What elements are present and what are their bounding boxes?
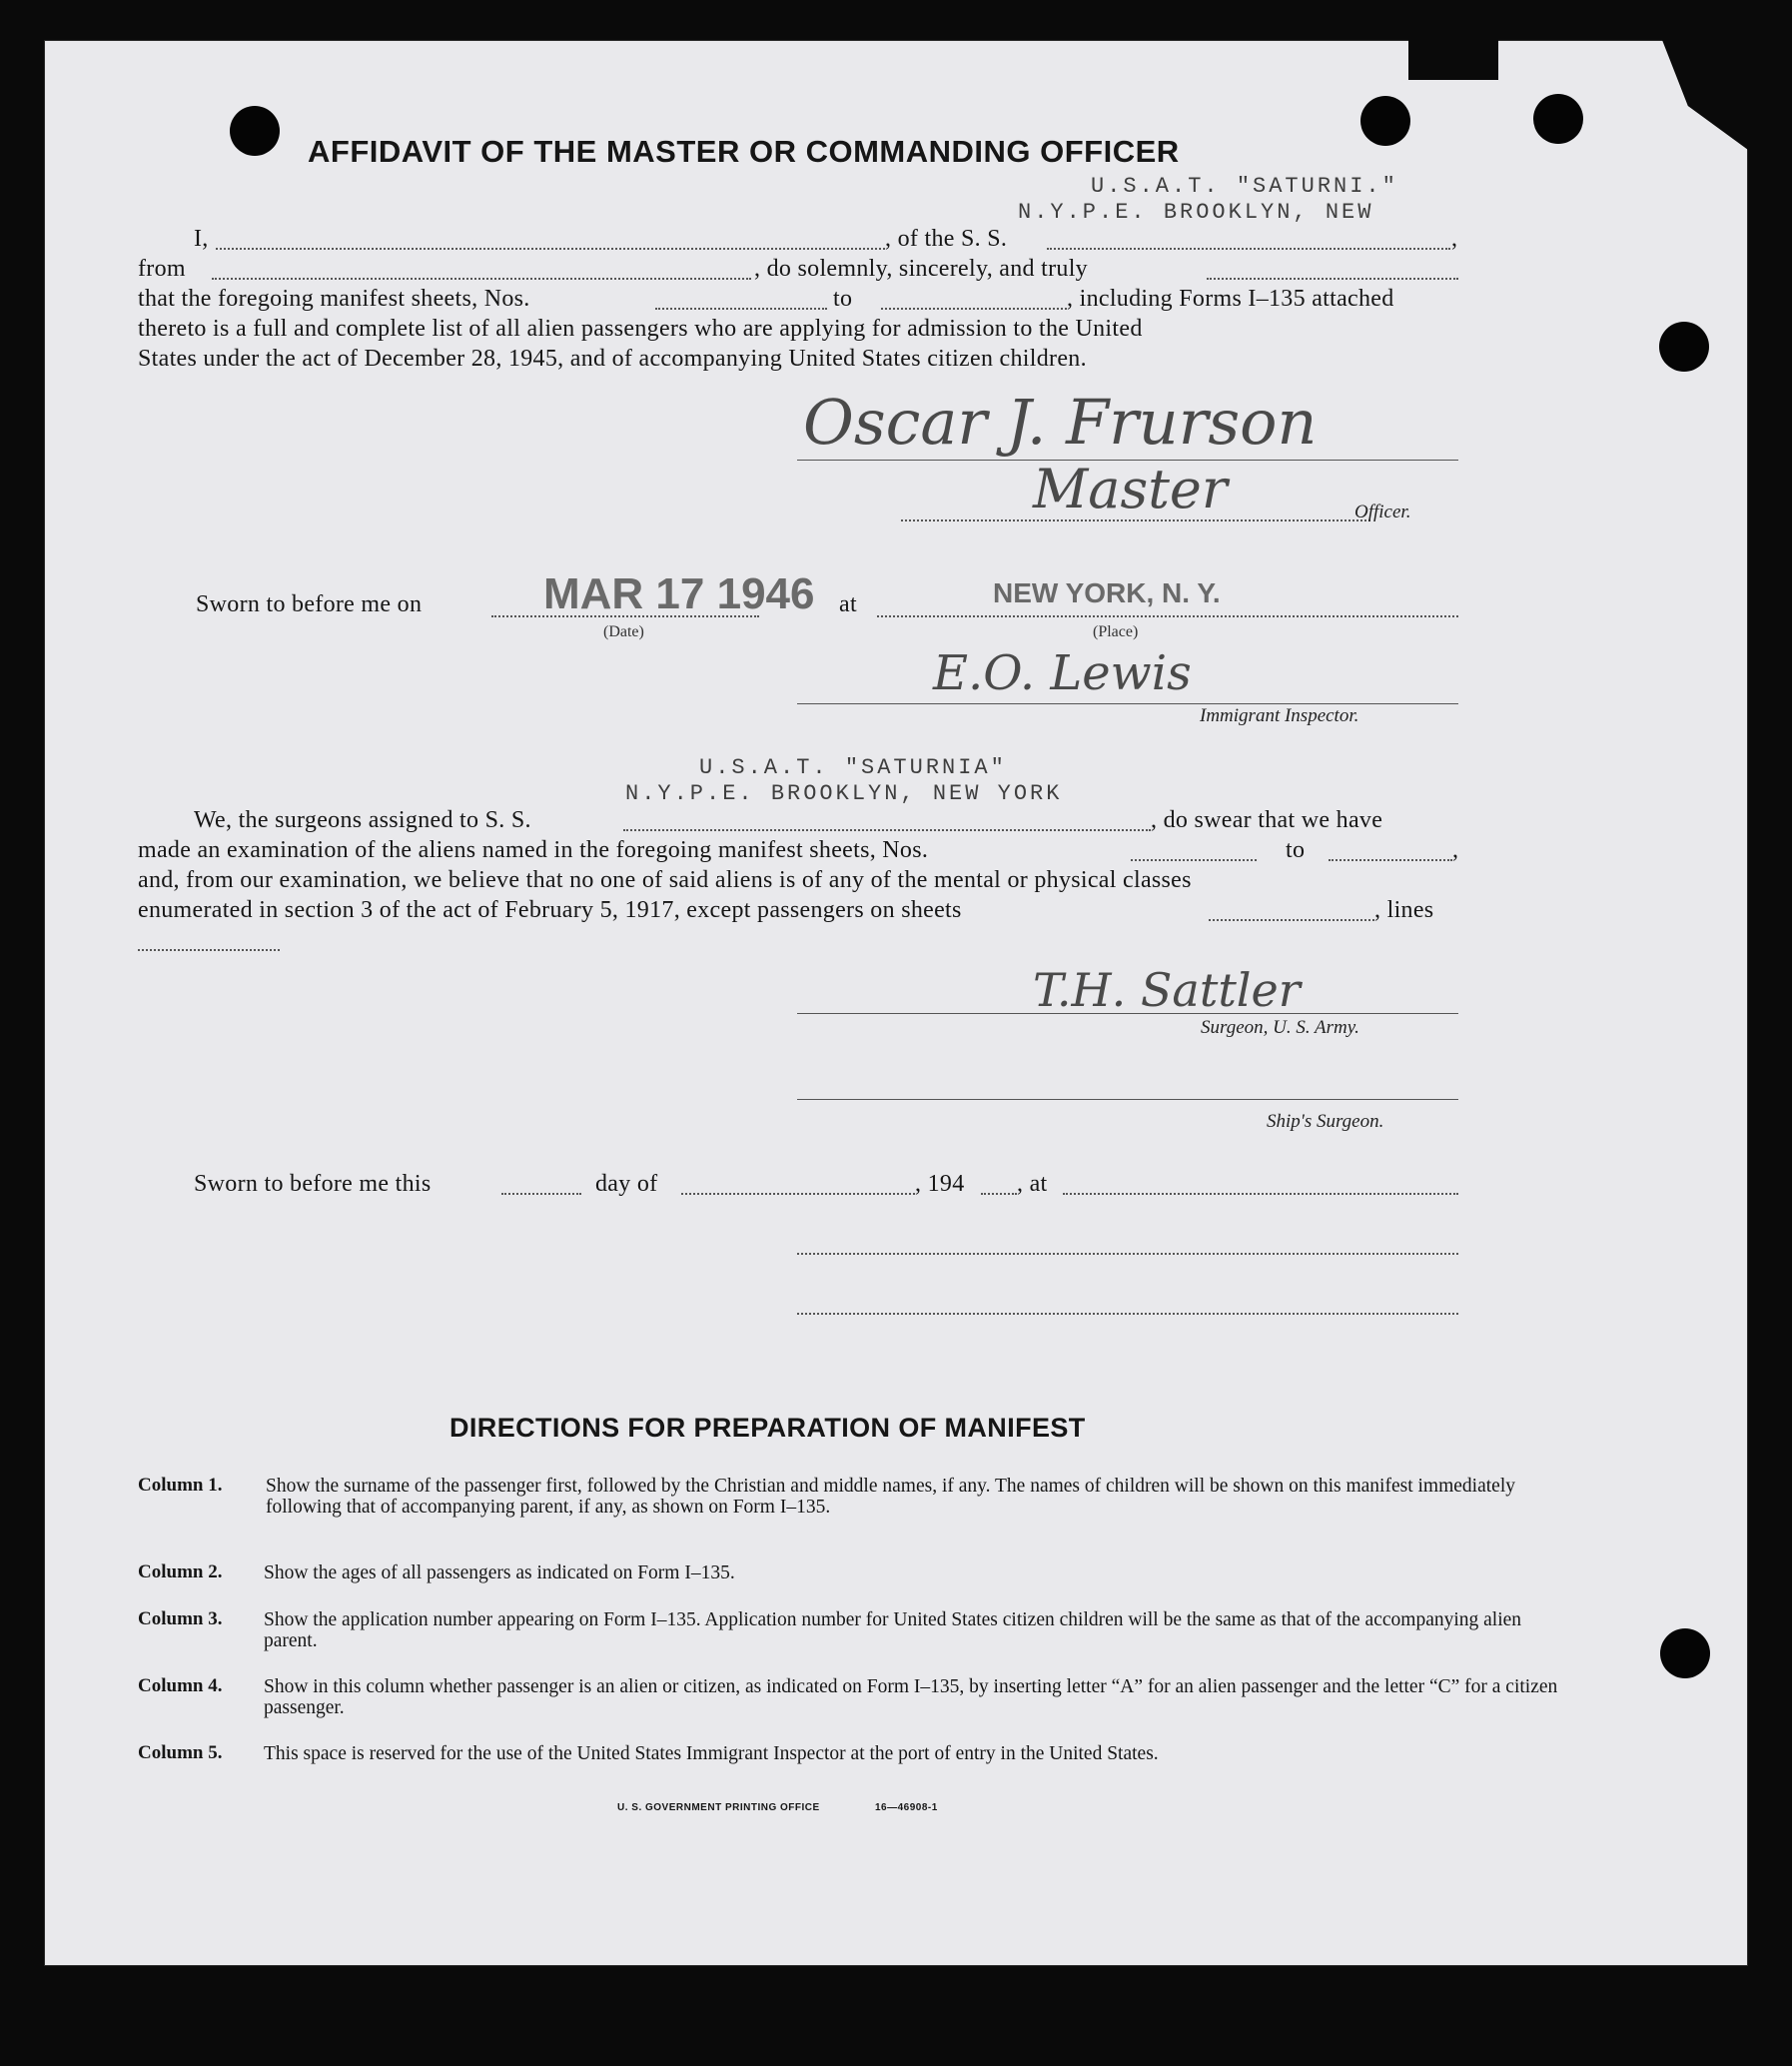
punch-hole	[1660, 1628, 1710, 1678]
affidavit-line: thereto is a full and complete list of all alien passengers who are applying for admission to the United	[138, 316, 1143, 342]
year-label: , 194	[915, 1171, 965, 1197]
sworn-day-field[interactable]	[501, 1193, 581, 1195]
surgeon-line	[797, 1013, 1458, 1014]
officer-line	[901, 519, 1370, 521]
exam-sheet-from-field[interactable]	[1131, 859, 1257, 861]
at-label: , at	[1017, 1171, 1048, 1197]
signature-line[interactable]	[797, 1253, 1458, 1255]
master-signature: Oscar J. Frurson	[803, 386, 1318, 459]
torn-corner	[1408, 40, 1498, 80]
affidavit-blank[interactable]	[1207, 278, 1458, 280]
sworn-label: Sworn to before me on	[196, 591, 423, 617]
column-text: This space is reserved for the use of the United States Immigrant Inspector at the port of entry in the United States.	[264, 1743, 1159, 1764]
surgeons-line: We, the surgeons assigned to S. S.	[194, 807, 531, 833]
affidavit-line: , including Forms I–135 attached	[1067, 286, 1394, 312]
torn-corner	[1662, 40, 1748, 150]
column-label: Column 4.	[138, 1675, 223, 1696]
punch-hole	[230, 106, 280, 156]
typed-ship-port: N.Y.P.E. BROOKLYN, NEW	[1018, 200, 1374, 225]
surgeon-ship-field[interactable]	[623, 829, 1151, 831]
sworn-year-field[interactable]	[981, 1193, 1017, 1195]
sworn-this-label: Sworn to before me this	[194, 1171, 432, 1197]
sworn-place-field[interactable]	[877, 615, 1458, 617]
column-text: Show in this column whether passenger is an alien or citizen, as indicated on Form I–135, by inserting letter “A” for an alien passenger and the letter “C” for a citizen passenger.	[264, 1676, 1558, 1718]
surgeons-line: , lines	[1374, 897, 1434, 923]
affidavit-line: , do solemnly, sincerely, and truly	[754, 256, 1088, 282]
sworn-month-field[interactable]	[681, 1193, 915, 1195]
column-label: Column 1.	[138, 1475, 223, 1496]
affidavit-line: to	[833, 286, 853, 312]
sheet-from-field[interactable]	[655, 308, 827, 310]
manifest-page	[44, 40, 1748, 1966]
column-label: Column 2.	[138, 1561, 223, 1582]
surgeons-line: ,	[1452, 837, 1459, 863]
punch-hole	[1360, 96, 1410, 146]
affidavit-line: I,	[194, 226, 209, 252]
date-caption: (Date)	[603, 623, 644, 640]
master-name-field[interactable]	[216, 248, 885, 250]
at-label: at	[839, 591, 857, 617]
column-label: Column 5.	[138, 1742, 223, 1763]
from-field[interactable]	[212, 278, 751, 280]
signature-line[interactable]	[797, 1313, 1458, 1315]
except-sheets-field[interactable]	[1209, 919, 1374, 921]
affidavit-line: States under the act of December 28, 1945, and of accompanying United States citizen children.	[138, 346, 1087, 372]
form-code: 16—46908-1	[875, 1802, 938, 1813]
punch-hole	[1659, 322, 1709, 372]
typed-ship-name: U.S.A.T. "SATURNI."	[1091, 174, 1398, 199]
exam-sheet-to-field[interactable]	[1329, 859, 1452, 861]
date-stamp: MAR 17 1946	[543, 569, 815, 618]
surgeon-signature: T.H. Sattler	[1033, 963, 1301, 1017]
sheet-to-field[interactable]	[881, 308, 1067, 310]
printer-imprint: U. S. GOVERNMENT PRINTING OFFICE	[617, 1802, 820, 1813]
ship-surgeon-line	[797, 1099, 1458, 1100]
affidavit-line: ,	[1451, 226, 1458, 252]
directions-title: DIRECTIONS FOR PREPARATION OF MANIFEST	[449, 1413, 1086, 1443]
typed-ship-name: U.S.A.T. "SATURNIA"	[699, 755, 1007, 780]
column-label: Column 3.	[138, 1608, 223, 1629]
surgeons-line: , do swear that we have	[1151, 807, 1383, 833]
affidavit-line: from	[138, 256, 186, 282]
ship-surgeon-label: Ship's Surgeon.	[1267, 1111, 1384, 1132]
affidavit-title: AFFIDAVIT OF THE MASTER OR COMMANDING OFFICER	[308, 134, 1180, 169]
officer-label: Officer.	[1354, 502, 1411, 522]
column-text: Show the surname of the passenger first, followed by the Christian and middle names, if any. The names of children will be shown on this manifest immediately following that of accompanying parent, if any, as shown on Form I–135.	[266, 1476, 1515, 1518]
place-caption: (Place)	[1093, 623, 1139, 640]
surgeons-line: enumerated in section 3 of the act of February 5, 1917, except passengers on sheets	[138, 897, 962, 923]
column-text: Show the ages of all passengers as indicated on Form I–135.	[264, 1562, 735, 1583]
surgeons-line: to	[1286, 837, 1306, 863]
day-of-label: day of	[595, 1171, 658, 1197]
inspector-signature: E.O. Lewis	[933, 645, 1192, 701]
affidavit-line: that the foregoing manifest sheets, Nos.	[138, 286, 530, 312]
typed-ship-port: N.Y.P.E. BROOKLYN, NEW YORK	[625, 781, 1063, 806]
inspector-label: Immigrant Inspector.	[1200, 705, 1359, 726]
affidavit-line: , of the S. S.	[885, 226, 1008, 252]
master-title-signature: Master	[1033, 458, 1228, 520]
surgeons-line: and, from our examination, we believe that no one of said aliens is of any of the mental or physical classes	[138, 867, 1192, 893]
surgeon-label: Surgeon, U. S. Army.	[1201, 1017, 1359, 1038]
sworn-at-field[interactable]	[1063, 1193, 1458, 1195]
surgeons-line: made an examination of the aliens named in the foregoing manifest sheets, Nos.	[138, 837, 929, 863]
place-stamp: NEW YORK, N. Y.	[993, 577, 1221, 608]
inspector-line	[797, 703, 1458, 704]
column-text: Show the application number appearing on Form I–135. Application number for United States citizen children will be the same as that of the accompanying alien parent.	[264, 1609, 1522, 1651]
lines-field[interactable]	[138, 949, 280, 951]
ship-name-field[interactable]	[1047, 248, 1450, 250]
punch-hole	[1533, 94, 1583, 144]
